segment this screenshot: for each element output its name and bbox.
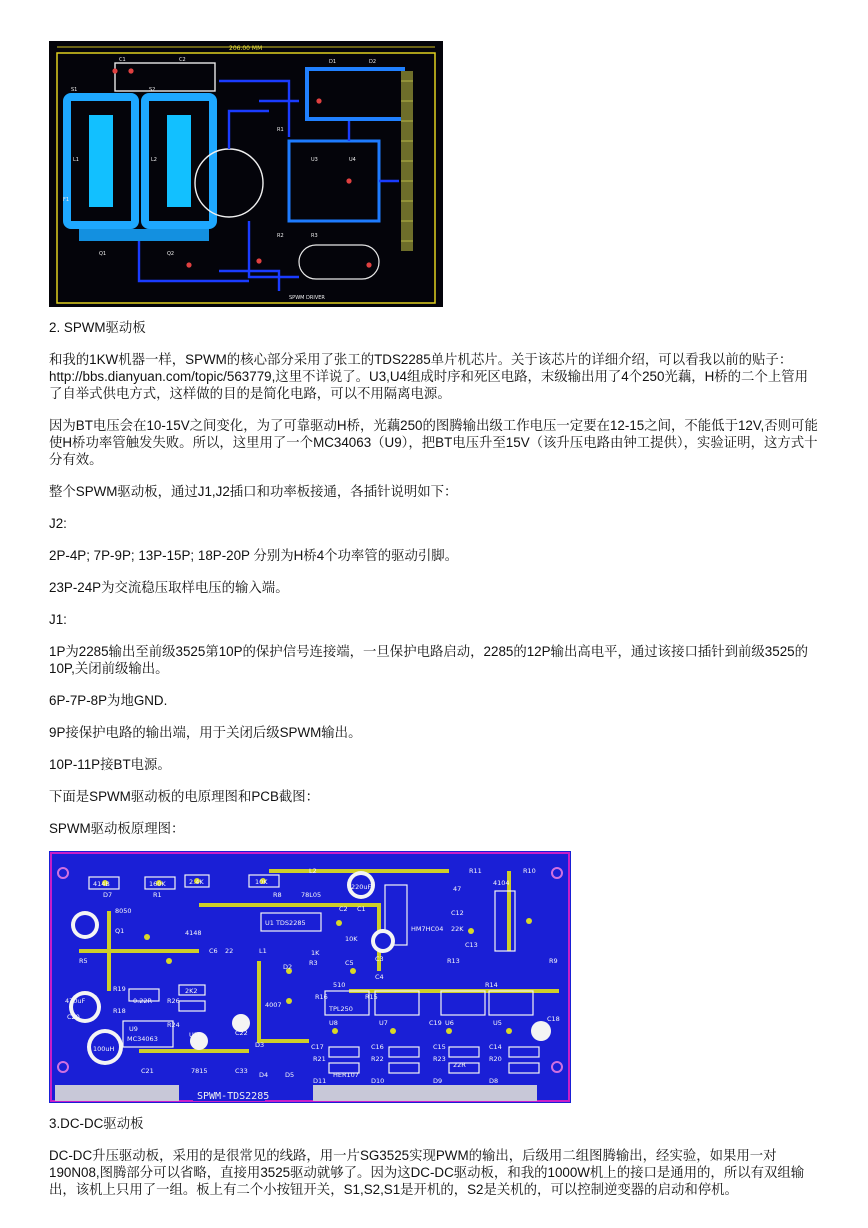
pcb1-label: S2 bbox=[149, 87, 156, 93]
pcb2-label: U10 bbox=[189, 1031, 203, 1039]
pcb2-label: R21 bbox=[313, 1055, 326, 1063]
pcb1-label: L1 bbox=[73, 157, 79, 163]
pcb2-label: U5 bbox=[493, 1019, 502, 1027]
body-paragraph: 2P-4P; 7P-9P; 13P-15P; 18P-20P 分别为H桥4个功率管的驱动引脚。 bbox=[49, 548, 459, 563]
pcb2-label: 220uF bbox=[351, 883, 372, 891]
pcb2-label: R18 bbox=[113, 1007, 126, 1015]
pcb2-label: C18 bbox=[547, 1015, 560, 1023]
pcb2-label: C20 bbox=[67, 1013, 80, 1021]
pcb2-label: R19 bbox=[113, 985, 126, 993]
pcb2-label: R9 bbox=[549, 957, 558, 965]
pcb2-label: 414B bbox=[93, 880, 110, 888]
pcb2-label: R20 bbox=[489, 1055, 502, 1063]
pcb2-label: 2K2 bbox=[185, 987, 198, 995]
document-page bbox=[49, 41, 821, 1198]
body-paragraph: 因为BT电压会在10-15V之间变化，为了可靠驱动H桥，光藕250的图腾输出级工作电压一定要在12-15之间，不能低于12V,否则可能使H桥功率管触发失败。所以，这里用了一个MC34063（U9），把BT电压升至15V（该升压电路由钟工提供），实验证明，这方式十分有效。 bbox=[49, 418, 818, 467]
pcb2-label: R8 bbox=[273, 891, 282, 899]
pcb2-label: D8 bbox=[489, 1077, 499, 1085]
pcb2-label: 2.4K bbox=[189, 878, 204, 886]
pcb2-label: R1 bbox=[153, 891, 162, 899]
pcb1-label: R1 bbox=[277, 127, 284, 133]
pcb2-label: 22 bbox=[225, 947, 234, 955]
pcb2-label: R10 bbox=[523, 867, 536, 875]
pcb2-label: C1 bbox=[357, 905, 366, 913]
pcb2-label: L2 bbox=[309, 867, 317, 875]
section-3-heading: 3.DC-DC驱动板 bbox=[49, 1116, 144, 1131]
pcb2-label: C21 bbox=[141, 1067, 154, 1075]
pcb2-label: R16 bbox=[315, 993, 328, 1001]
pcb2-label: C16 bbox=[371, 1043, 384, 1051]
body-paragraph: 6P-7P-8P为地GND. bbox=[49, 693, 168, 708]
pcb2-label: 78L05 bbox=[301, 891, 322, 899]
pcb2-label: U1 TDS2285 bbox=[265, 919, 306, 927]
pcb2-label: 4104 bbox=[493, 879, 510, 887]
pcb2-label: C12 bbox=[451, 909, 464, 917]
pcb2-label: D9 bbox=[433, 1077, 443, 1085]
body-paragraph: J1: bbox=[49, 612, 67, 627]
pcb1-bottom-label: SPWM DRIVER bbox=[289, 295, 325, 301]
pcb2-label: D2 bbox=[283, 963, 293, 971]
dimension-label: 206.00 MM bbox=[229, 45, 263, 52]
pcb1-label: U4 bbox=[349, 157, 356, 163]
pcb2-label: C3 bbox=[375, 955, 384, 963]
pcb2-label: U8 bbox=[329, 1019, 338, 1027]
body-paragraph: 9P接保护电路的输出端，用于关闭后级SPWM输出。 bbox=[49, 725, 362, 740]
body-paragraph: 23P-24P为交流稳压取样电压的输入端。 bbox=[49, 580, 289, 595]
body-paragraph: 10P-11P接BT电源。 bbox=[49, 757, 171, 772]
pcb2-label: 160K bbox=[149, 880, 166, 888]
body-paragraph: J2: bbox=[49, 516, 67, 531]
pcb2-label: R24 bbox=[167, 1021, 180, 1029]
pcb1-label: C1 bbox=[119, 57, 126, 63]
pcb1-label: D1 bbox=[329, 59, 337, 65]
pcb2-label: TPL250 bbox=[329, 1005, 353, 1013]
body-paragraph: 整个SPWM驱动板，通过J1,J2插口和功率板接通，各插针说明如下： bbox=[49, 484, 458, 499]
pcb1-label: F1 bbox=[63, 197, 70, 203]
body-paragraph: DC-DC升压驱动板，采用的是很常见的线路，用一片SG3525实现PWM的输出，后级用二组图腾输出，经实验，如果用一对190N08,图腾部分可以省略，直接用3525驱动就够了。因为这DC-DC驱动板，和我的1000W机上的接口是通用的，所以有双组输出，该机上只用了一组。板上有二个小按钮开关，S1,S2,S1是开机的，S2是关机的，可以控制逆变器的启动和停机。 bbox=[49, 1148, 805, 1197]
pcb2-label: R15 bbox=[365, 993, 378, 1001]
pcb1-label: U3 bbox=[311, 157, 318, 163]
pcb2-label: C15 bbox=[433, 1043, 446, 1051]
pcb2-label: R3 bbox=[309, 959, 318, 967]
pcb2-label: C4 bbox=[375, 973, 384, 981]
pcb2-label: HM7HC04 bbox=[411, 925, 444, 933]
pcb2-label: 47 bbox=[453, 885, 462, 893]
pcb2-label: R5 bbox=[79, 957, 88, 965]
pcb2-label: L1 bbox=[259, 947, 267, 955]
pcb2-label: MC34063 bbox=[127, 1035, 158, 1043]
spwm-pcb-image bbox=[49, 851, 571, 1103]
pcb1-label: S1 bbox=[71, 87, 78, 93]
pcb2-label: U9 bbox=[129, 1025, 138, 1033]
pcb2-label: R23 bbox=[433, 1055, 446, 1063]
pcb2-label: 4007 bbox=[265, 1001, 282, 1009]
pcb2-bottom-label: SPWM-TDS2285 bbox=[197, 1091, 270, 1102]
pcb1-label: L2 bbox=[151, 157, 157, 163]
pcb2-label: 10K bbox=[345, 935, 358, 943]
spwm-pcb-drawing bbox=[49, 851, 571, 1103]
pcb2-label: U6 bbox=[445, 1019, 454, 1027]
pcb2-label: R11 bbox=[469, 867, 482, 875]
pcb2-label: D11 bbox=[313, 1077, 327, 1085]
pcb2-label: 470uF bbox=[65, 997, 86, 1005]
pcb2-label: C5 bbox=[345, 959, 354, 967]
pcb2-label: R14 bbox=[485, 981, 498, 989]
pcb2-label: D3 bbox=[255, 1041, 265, 1049]
pcb2-label: C2 bbox=[339, 905, 348, 913]
pcb2-label: C6 bbox=[209, 947, 218, 955]
body-paragraph: SPWM驱动板原理图： bbox=[49, 821, 185, 836]
pcb2-label: R22 bbox=[371, 1055, 384, 1063]
pcb-layout-image-top bbox=[49, 41, 443, 307]
body-paragraph: 下面是SPWM驱动板的电原理图和PCB截图： bbox=[49, 789, 320, 804]
pcb1-label: Q2 bbox=[167, 251, 175, 257]
pcb1-label: Q1 bbox=[99, 251, 107, 257]
pcb1-label: D2 bbox=[369, 59, 377, 65]
pcb2-label: 22R bbox=[453, 1061, 466, 1069]
pcb2-label: R26 bbox=[167, 997, 180, 1005]
pcb2-label: 510 bbox=[333, 981, 346, 989]
pcb2-label: 10K bbox=[255, 878, 268, 886]
pcb-layout-drawing bbox=[49, 41, 443, 307]
body-paragraph: 和我的1KW机器一样，SPWM的核心部分采用了张工的TDS2285单片机芯片。关于该芯片的详细介绍，可以看我以前的贴子：http://bbs.dianyuan.com/topic/563779,这里不详说了。U3,U4组成时序和死区电路，末级输出用了4个250光藕，H桥的二个上管用了自举式供电方式，这样做的目的是简化电路，可以不用隔离电源。 bbox=[49, 352, 809, 401]
pcb2-label: D7 bbox=[103, 891, 113, 899]
pcb2-label: C13 bbox=[465, 941, 478, 949]
pcb1-label: R3 bbox=[311, 233, 318, 239]
pcb1-label: C2 bbox=[179, 57, 186, 63]
pcb2-label: R13 bbox=[447, 957, 460, 965]
pcb2-label: C19 bbox=[429, 1019, 442, 1027]
pcb2-label: 8050 bbox=[115, 907, 132, 915]
pcb2-label: 7815 bbox=[191, 1067, 208, 1075]
pcb1-label: R2 bbox=[277, 233, 284, 239]
section-2-heading: 2. SPWM驱动板 bbox=[49, 320, 146, 335]
pcb2-label: C22 bbox=[235, 1029, 248, 1037]
body-paragraph: 1P为2285输出至前级3525第10P的保护信号连接端，一旦保护电路启动，2285的12P输出高电平，通过该接口插针到前级3525的10P,关闭前级输出。 bbox=[49, 644, 808, 676]
pcb2-label: 100uH bbox=[93, 1045, 115, 1053]
pcb2-label: D4 bbox=[259, 1071, 269, 1079]
pcb2-label: C33 bbox=[235, 1067, 248, 1075]
pcb2-label: U7 bbox=[379, 1019, 388, 1027]
pcb2-label: 0.22R bbox=[133, 997, 152, 1005]
pcb2-label: D10 bbox=[371, 1077, 385, 1085]
pcb2-label: 1K bbox=[311, 949, 320, 957]
pcb2-label: HER107 bbox=[333, 1071, 359, 1079]
pcb2-label: D5 bbox=[285, 1071, 295, 1079]
pcb2-label: C14 bbox=[489, 1043, 502, 1051]
pcb2-label: 22K bbox=[451, 925, 464, 933]
pcb2-label: 4148 bbox=[185, 929, 202, 937]
pcb2-label: C17 bbox=[311, 1043, 324, 1051]
pcb2-label: Q1 bbox=[115, 927, 125, 935]
